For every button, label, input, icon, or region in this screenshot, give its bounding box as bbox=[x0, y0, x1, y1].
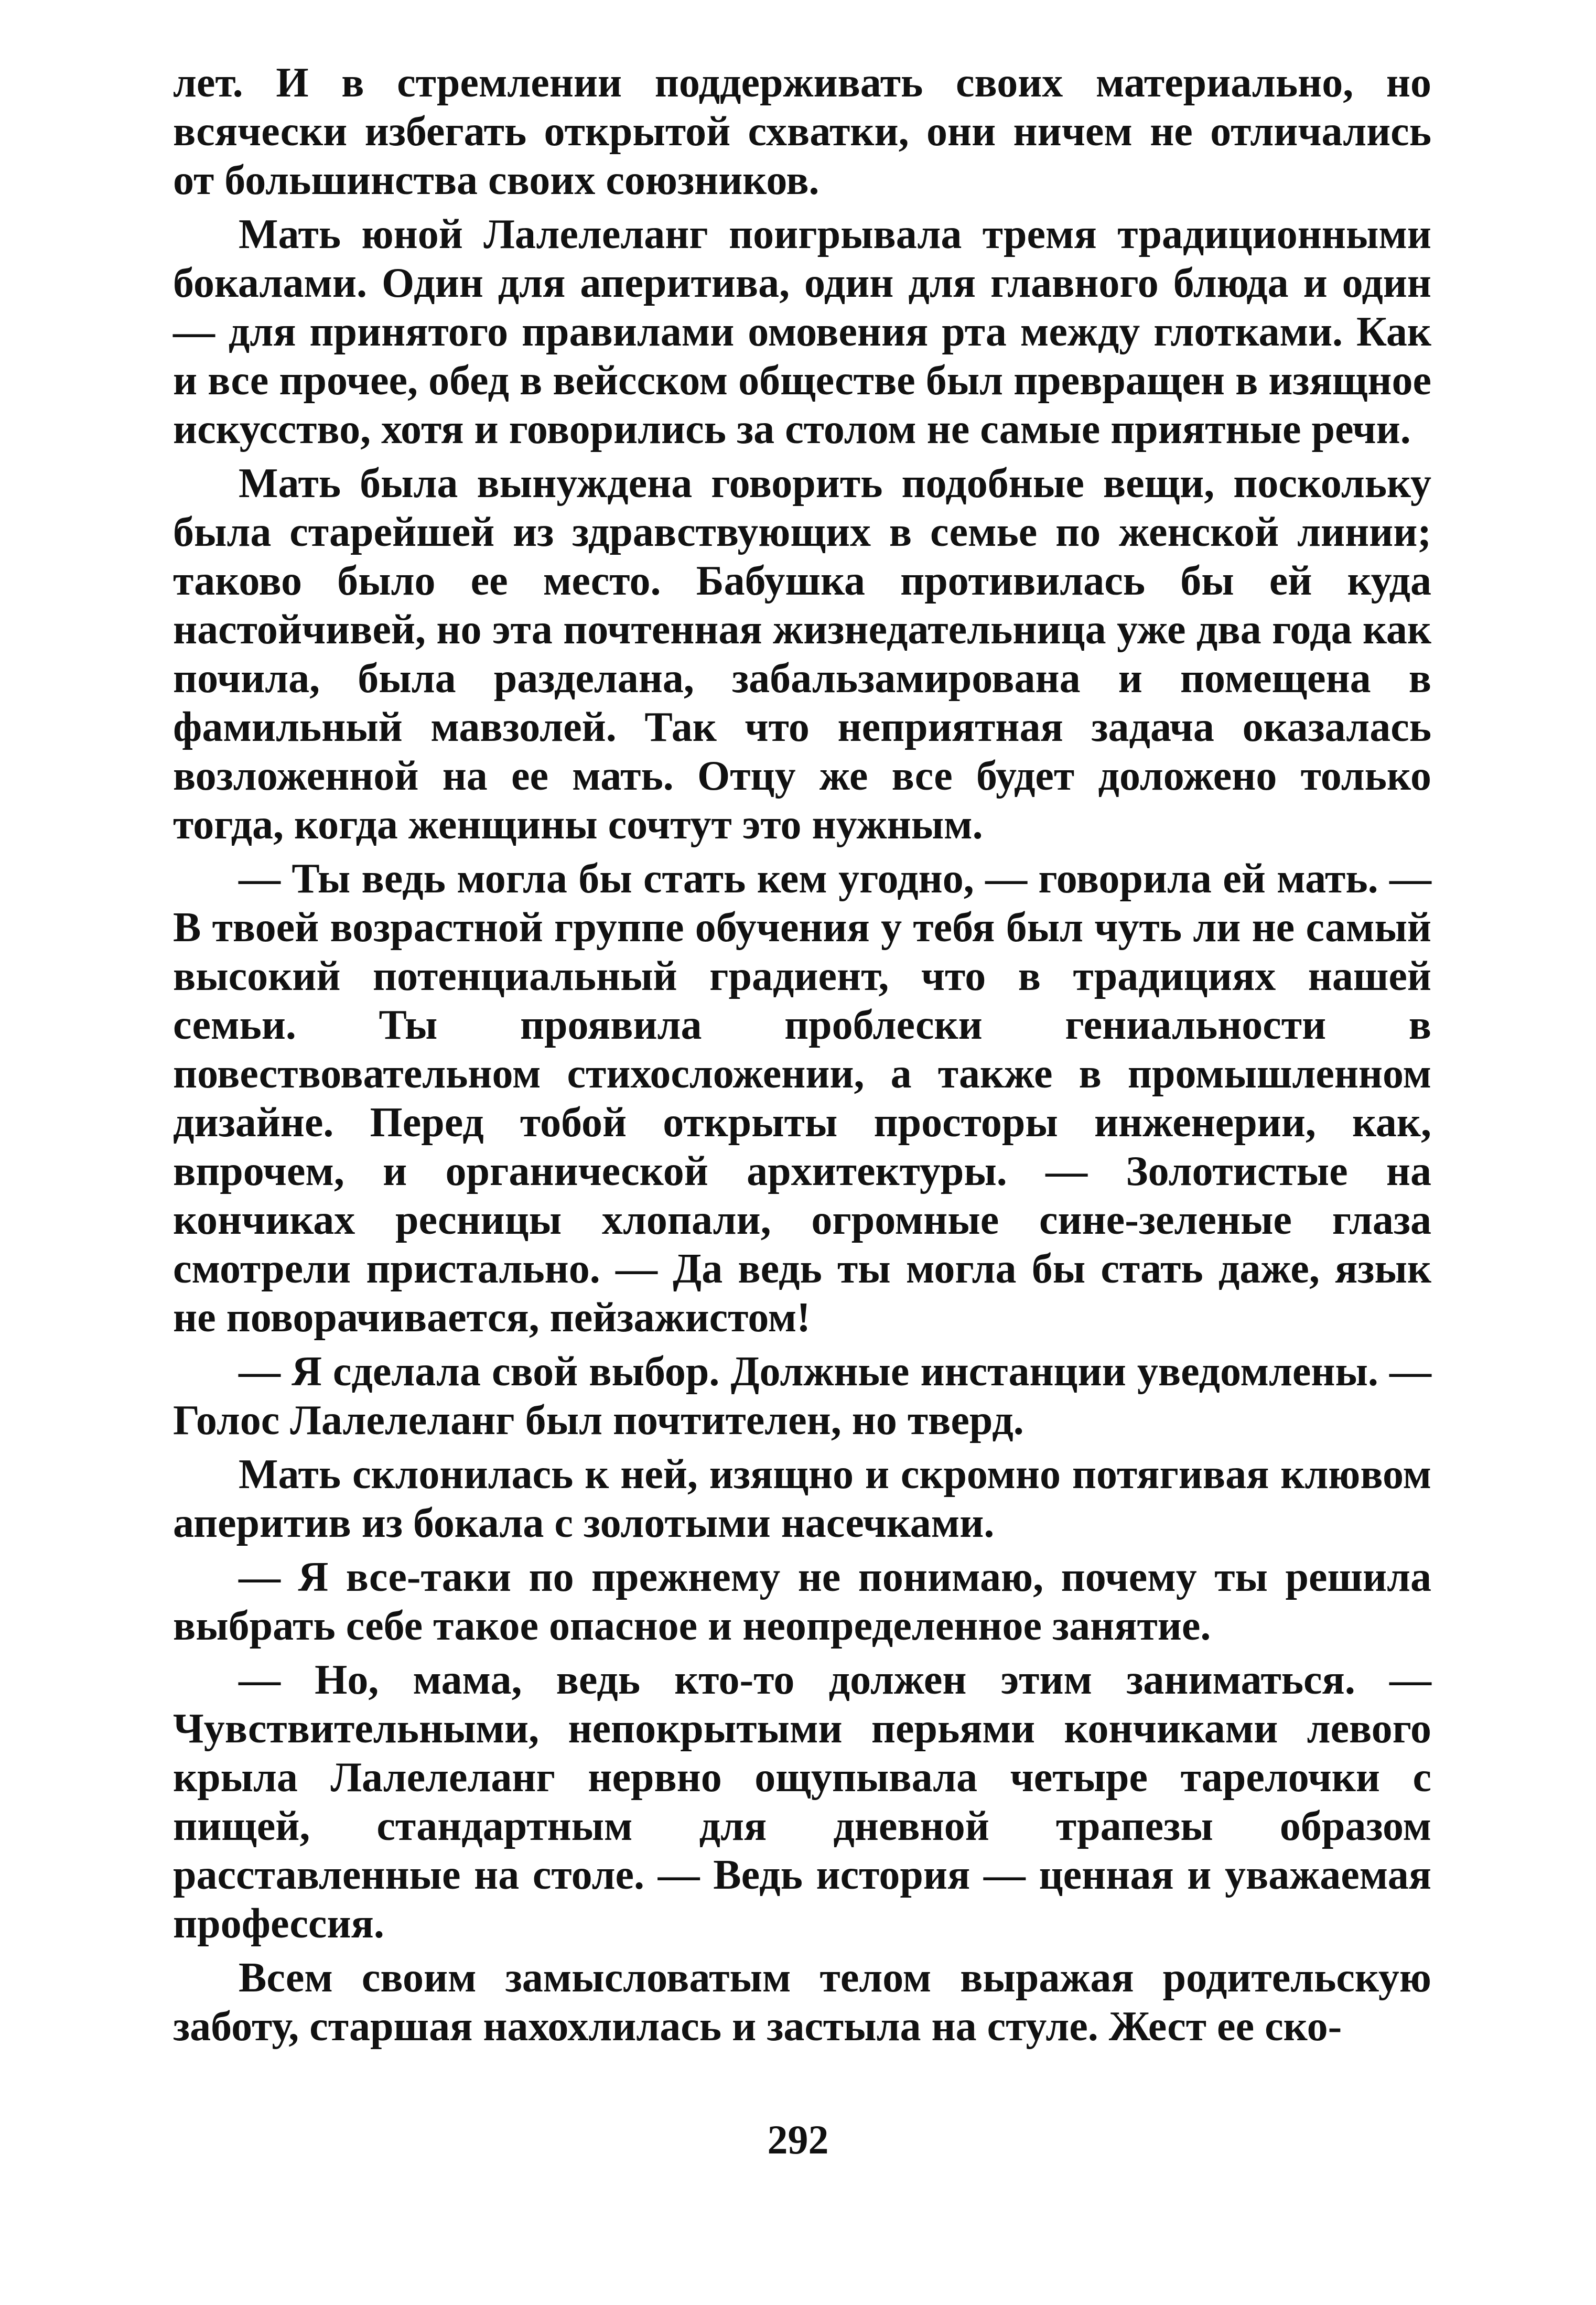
page-number: 292 bbox=[767, 2117, 829, 2162]
paragraph-5: — Я сделала свой выбор. Должные инстанции уведомлены. — Голос Лалелеланг был почтителен, но тверд. bbox=[173, 1349, 1431, 1444]
paragraph-6: Мать склонилась к ней, изящно и скромно потягивая клювом аперитив из бокала с золотыми насечками. bbox=[173, 1451, 1431, 1546]
paragraph-1: лет. И в стремлении поддерживать своих материально, но всячески избегать открытой схватки, они ничем не отличались от большинства своих союзников. bbox=[173, 60, 1431, 203]
paragraph-2: Мать юной Лалелеланг поигрывала тремя традиционными бокалами. Один для аперитива, один для главного блюда и один — для принятого правилами омовения рта между глотками. Как и все прочее, обед в вейсском обществе был превращен в изящное искусство, хотя и говорились за столом не самые приятные речи. bbox=[173, 211, 1431, 453]
paragraph-9: Всем своим замысловатым телом выражая родительскую заботу, старшая нахохлилась и застыла на стуле. Жест ее ско- bbox=[173, 1955, 1431, 2050]
paragraph-7: — Я все-таки по прежнему не понимаю, почему ты решила выбрать себе такое опасное и неопределенное занятие. bbox=[173, 1554, 1431, 1649]
paragraph-3: Мать была вынуждена говорить подобные вещи, поскольку была старейшей из здравствующих в семье по женской линии; таково было ее место. Бабушка противилась бы ей куда настойчивей, но эта почтенная жизнедательница уже два года как почила, была разделана, забальзамирована и помещена в фамильный мавзолей. Так что неприятная задача оказалась возложенной на ее мать. Отцу же все будет доложено только тогда, когда женщины сочтут это нужным. bbox=[173, 460, 1431, 848]
paragraph-4: — Ты ведь могла бы стать кем угодно, — говорила ей мать. — В твоей возрастной группе обучения у тебя был чуть ли не самый высокий потенциальный градиент, что в традициях нашей семьи. Ты проявила проблески гениальности в повествовательном стихосложении, а также в промышленном дизайне. Перед тобой открыты просторы инженерии, как, впрочем, и органической архитектуры. — Золотистые на кончиках ресницы хлопали, огромные сине-зеленые глаза смотрели пристально. — Да ведь ты могла бы стать даже, язык не поворачивается, пейзажистом! bbox=[173, 856, 1431, 1341]
paragraph-8: — Но, мама, ведь кто-то должен этим заниматься. — Чувствительными, непокрытыми перьями кончиками левого крыла Лалелеланг нервно ощупывала четыре тарелочки с пищей, стандартным для дневной трапезы образом расставленные на столе. — Ведь история — ценная и уважаемая профессия. bbox=[173, 1657, 1431, 1947]
page-body bbox=[173, 59, 1431, 2051]
